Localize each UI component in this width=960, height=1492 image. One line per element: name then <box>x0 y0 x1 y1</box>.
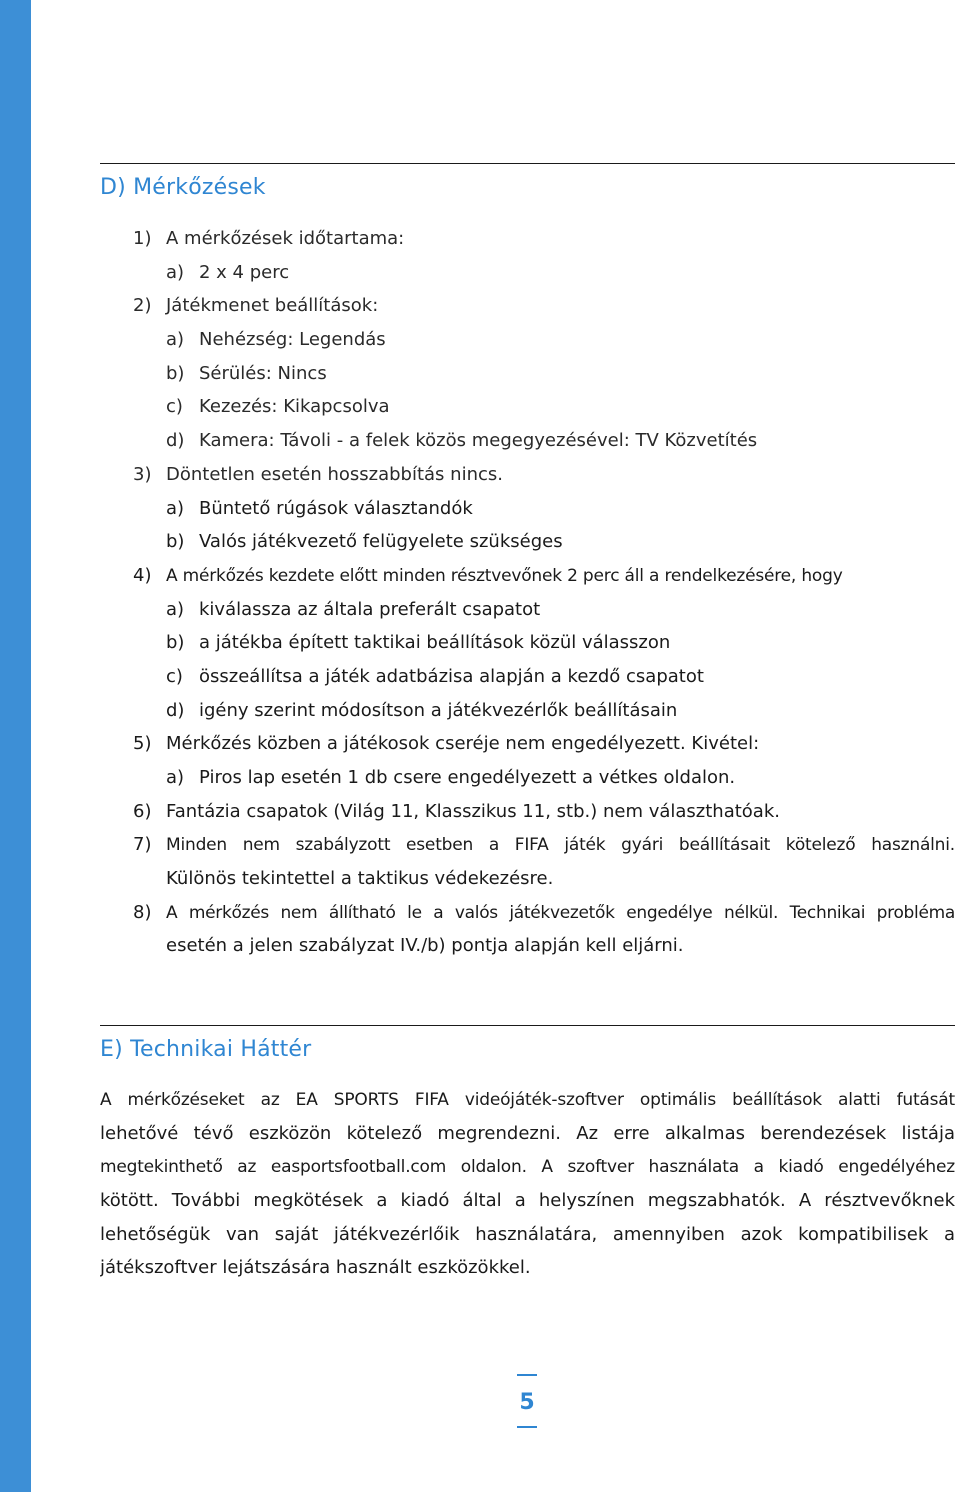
list-item <box>166 530 955 554</box>
list-item-text: A mérkőzések időtartama: <box>166 228 405 249</box>
list-item <box>133 732 955 756</box>
list-item-text: Döntetlen esetén hosszabbítás nincs. <box>166 464 503 485</box>
list-item <box>166 261 955 285</box>
paragraph-line: megtekinthető az easportsfootball.com oldalon. A szoftver használata a kiadó engedélyéhez <box>100 1157 955 1177</box>
list-item-number: a) <box>166 262 185 283</box>
list-item <box>166 395 955 419</box>
list-item <box>133 227 955 251</box>
list-item <box>133 901 955 925</box>
list-item-number: 7) <box>133 834 152 855</box>
section-d-heading: D) Mérkőzések <box>100 175 266 200</box>
list-item-text: Játékmenet beállítások: <box>166 295 379 316</box>
list-item-number: 1) <box>133 228 152 249</box>
list-item-text: A mérkőzés kezdete előtt minden résztvevőnek 2 perc áll a rendelkezésére, hogy <box>166 566 843 586</box>
list-item-number: d) <box>166 700 185 721</box>
list-item-number: b) <box>166 632 185 653</box>
list-item <box>133 800 955 824</box>
list-item-text: Valós játékvezető felügyelete szükséges <box>199 531 563 552</box>
list-item <box>166 699 955 723</box>
list-item-text: Piros lap esetén 1 db csere engedélyezett a vétkes oldalon. <box>199 767 736 788</box>
list-item-text: Nehézség: Legendás <box>199 329 386 350</box>
list-item-text: Sérülés: Nincs <box>199 363 327 384</box>
list-item-number: a) <box>166 767 185 788</box>
list-item-continuation <box>166 867 955 891</box>
list-item <box>166 631 955 655</box>
list-item <box>166 328 955 352</box>
list-item-number: a) <box>166 599 185 620</box>
list-item-continuation <box>166 934 955 958</box>
list-item-number: 2) <box>133 295 152 316</box>
list-item-text: 2 x 4 perc <box>199 262 290 283</box>
list-item-text: Fantázia csapatok (Világ 11, Klasszikus 11, stb.) nem választhatóak. <box>166 801 780 822</box>
list-item <box>166 598 955 622</box>
list-item-number: c) <box>166 666 183 687</box>
list-item-number: 4) <box>133 565 152 586</box>
list-item-number: 5) <box>133 733 152 754</box>
page-number-text: 5 <box>519 1390 535 1415</box>
list-item-text: esetén a jelen szabályzat IV./b) pontja alapján kell eljárni. <box>166 935 684 956</box>
paragraph-line: játékszoftver lejátszására használt eszközökkel. <box>100 1257 531 1278</box>
list-item-text: Minden nem szabályzott esetben a FIFA játék gyári beállításait kötelező használni. <box>166 835 955 855</box>
list-item-text: kiválassza az általa preferált csapatot <box>199 599 541 620</box>
page-number-bottom-bar <box>517 1426 537 1428</box>
list-item-text: Különös tekintettel a taktikus védekezésre. <box>166 868 554 889</box>
list-item <box>166 362 955 386</box>
list-item-text: Kamera: Távoli - a felek közös megegyezésével: TV Közvetítés <box>199 430 758 451</box>
page-number-top-bar <box>517 1374 537 1376</box>
list-item <box>133 294 955 318</box>
list-item-number: a) <box>166 329 185 350</box>
list-item-number: c) <box>166 396 183 417</box>
list-item-number: 8) <box>133 902 152 923</box>
paragraph-line: lehetővé tévő eszközön kötelező megrendezni. Az erre alkalmas berendezések listája <box>100 1123 955 1144</box>
list-item-number: b) <box>166 531 185 552</box>
section-d-top-rule <box>100 163 955 164</box>
list-item-number: a) <box>166 498 185 519</box>
paragraph-line: A mérkőzéseket az EA SPORTS FIFA videójáték-szoftver optimális beállítások alatti futását <box>100 1090 955 1110</box>
list-item <box>166 766 955 790</box>
paragraph-line: lehetőségük van saját játékvezérlőik használatára, amennyiben azok kompatibilisek a <box>100 1224 955 1245</box>
list-item <box>133 833 955 857</box>
list-item <box>133 564 955 588</box>
section-e-heading: E) Technikai Háttér <box>100 1037 312 1062</box>
list-item-number: b) <box>166 363 185 384</box>
list-item-number: 3) <box>133 464 152 485</box>
list-item <box>133 463 955 487</box>
section-e-top-rule <box>100 1025 955 1026</box>
list-item <box>166 497 955 521</box>
list-item <box>166 665 955 689</box>
list-item-text: Büntető rúgások választandók <box>199 498 473 519</box>
page-number <box>512 1374 542 1434</box>
list-item-number: d) <box>166 430 185 451</box>
list-item-text: összeállítsa a játék adatbázisa alapján a kezdő csapatot <box>199 666 704 687</box>
list-item-text: a játékba épített taktikai beállítások közül válasszon <box>199 632 671 653</box>
list-item-text: Kezezés: Kikapcsolva <box>199 396 390 417</box>
list-item-text: A mérkőzés nem állítható le a valós játékvezetők engedélye nélkül. Technikai probléma <box>166 903 955 923</box>
list-item-number: 6) <box>133 801 152 822</box>
list-item <box>166 429 955 453</box>
list-item-text: igény szerint módosítson a játékvezérlők beállításain <box>199 700 678 721</box>
list-item-text: Mérkőzés közben a játékosok cseréje nem engedélyezett. Kivétel: <box>166 733 760 754</box>
left-accent-bar <box>0 0 31 1492</box>
paragraph-line: kötött. További megkötések a kiadó által a helyszínen megszabhatók. A résztvevőknek <box>100 1190 955 1211</box>
